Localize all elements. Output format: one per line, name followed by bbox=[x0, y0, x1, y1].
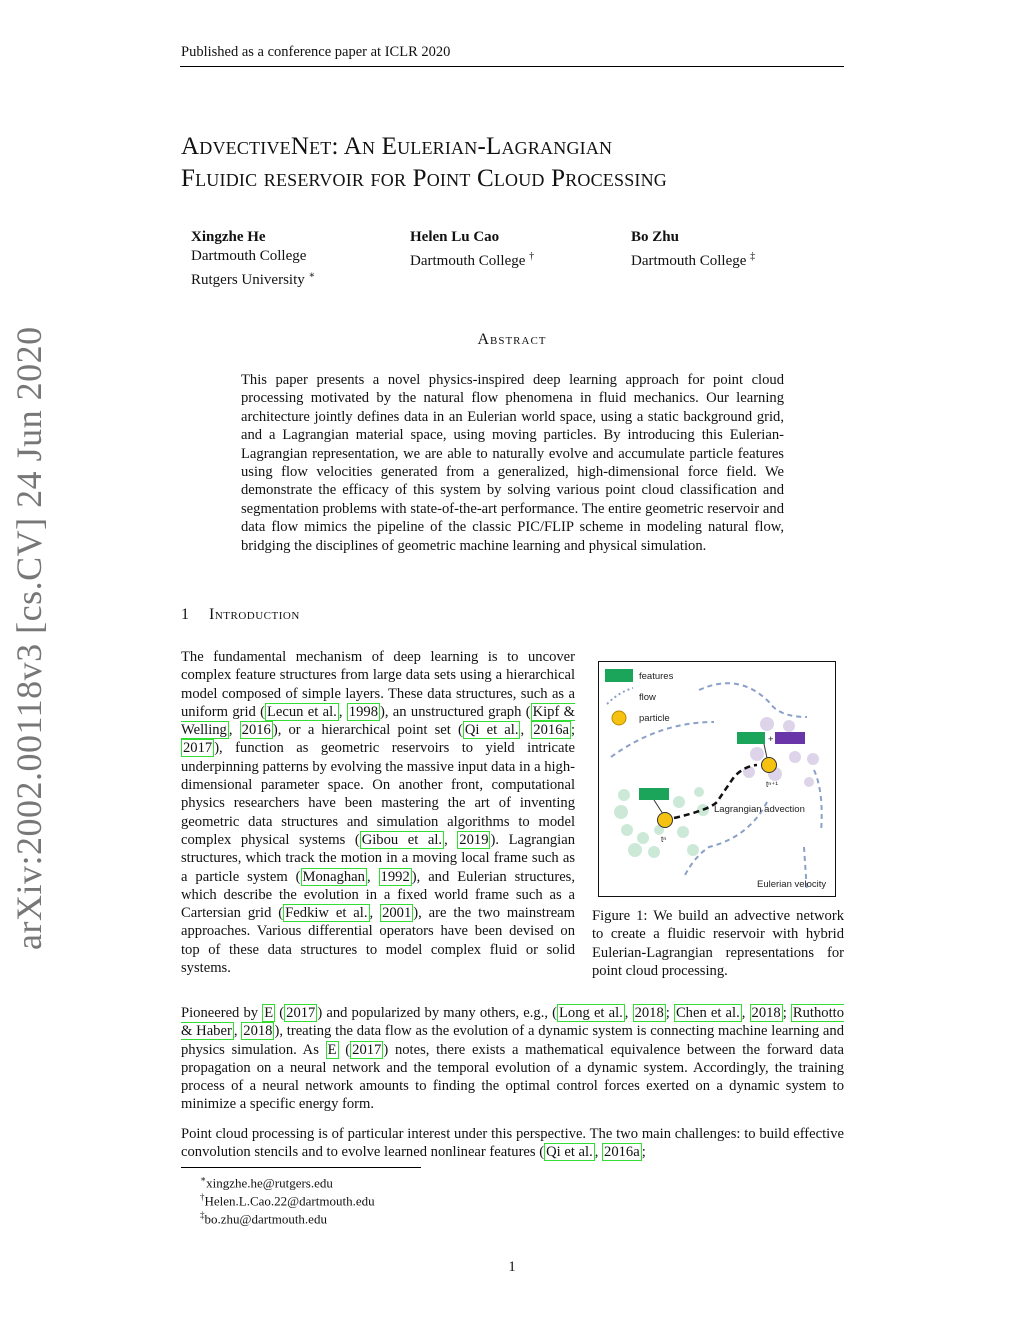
citation-link[interactable]: 2018 bbox=[751, 1005, 781, 1021]
legend-particle-label: particle bbox=[639, 713, 670, 724]
citation-link[interactable]: Ruthotto & Haber bbox=[181, 1005, 844, 1040]
citation-link[interactable]: 2018 bbox=[243, 1023, 273, 1040]
running-header: Published as a conference paper at ICLR 2020 bbox=[181, 44, 451, 60]
label-tn1: tⁿ⁺¹ bbox=[766, 780, 779, 789]
citation-link[interactable]: 2016a bbox=[604, 1144, 640, 1161]
author-mark: † bbox=[529, 251, 535, 262]
abstract-text: This paper presents a novel physics-inspired deep learning approach for point cloud processing motivated by the natural flow phenomena in fluid mechanics. Our learning architecture jointly defines data in an Eulerian world space, using a static background grid, and a Lagrangian material space, using moving particles. By introducing this Eulerian-Lagrangian representation, we are able to naturally evolve and accumulate particle features using flow velocities generated from a generalized, high-dimensional force field. We demonstrate the efficacy of this system by solving various point cloud classification and segmentation problems with state-of-the-art performance. The entire geometric reservoir and data flow mimics the pipeline of the classic PIC/FLIP scheme in modeling natural flow, bridging the disciplines of geometric machine learning and physical simulation. bbox=[241, 372, 784, 554]
citation-link[interactable]: Monaghan bbox=[302, 868, 365, 885]
footnote-mark: ‡ bbox=[200, 1210, 205, 1220]
feature-box-green-top bbox=[737, 732, 765, 744]
footnote-mark: ∗ bbox=[200, 1174, 207, 1184]
section-number: 1 bbox=[181, 606, 190, 623]
legend-features-swatch bbox=[605, 669, 633, 682]
citation-link[interactable]: Gibou et al. bbox=[361, 831, 443, 848]
footnote-mark: † bbox=[200, 1192, 205, 1202]
section-heading bbox=[181, 606, 300, 624]
author-affiliation: Rutgers University bbox=[191, 272, 305, 288]
feature-link bbox=[654, 800, 663, 814]
citation-link[interactable]: 1992 bbox=[380, 868, 410, 885]
citation-link[interactable]: 2017 bbox=[352, 1041, 382, 1058]
author-name: Xingzhe He bbox=[191, 229, 266, 245]
abstract-heading: Abstract bbox=[477, 331, 547, 348]
author-affiliation: Dartmouth College bbox=[631, 253, 747, 269]
title-line-2: Fluidic reservoir for Point Cloud Processing bbox=[181, 165, 668, 192]
author-1 bbox=[191, 228, 315, 290]
figure-1 bbox=[598, 661, 836, 897]
footnote-3 bbox=[200, 1206, 327, 1228]
author-name: Helen Lu Cao bbox=[410, 229, 500, 245]
footnote-text: xingzhe.he@rutgers.edu bbox=[206, 1175, 333, 1191]
citation-link[interactable]: Kipf & Welling bbox=[181, 703, 575, 739]
title-line-1: AdvectiveNet: An Eulerian-Lagrangian bbox=[181, 133, 613, 160]
author-3 bbox=[631, 228, 755, 271]
particle-tn1 bbox=[762, 758, 777, 773]
citation-link[interactable]: Fedkiw et al. bbox=[285, 905, 368, 922]
citation-link[interactable]: 2016 bbox=[241, 722, 271, 739]
author-name: Bo Zhu bbox=[631, 229, 679, 245]
figure-1-diagram bbox=[599, 662, 835, 896]
page-number: 1 bbox=[508, 1259, 516, 1275]
plus-sign: + bbox=[768, 734, 774, 745]
citation-link[interactable]: 2001 bbox=[382, 905, 412, 922]
text: notes, there exists a mathematical equivalence between the forward data propagation on a neural network and the temporal evolution of a dynamic system. Accordingly, the training process of a neural network amounts to finding the optimal control forces exerted on a dynamic system to minimize a specific energy form. bbox=[181, 1041, 845, 1113]
text: Pioneered by bbox=[181, 1005, 263, 1021]
citation-link[interactable]: 2018 bbox=[634, 1005, 664, 1021]
footnote-text: Helen.L.Cao.22@dartmouth.edu bbox=[204, 1193, 375, 1209]
paper-title bbox=[181, 131, 881, 195]
citation-link[interactable]: 2017 bbox=[286, 1005, 316, 1021]
author-2 bbox=[410, 228, 534, 271]
figure-caption: Figure 1: We build an advective network to create a fluidic reservoir with hybrid Eulerian-Lagrangian representations for point cloud processing. bbox=[592, 908, 844, 979]
header-rule bbox=[180, 66, 844, 67]
arxiv-stamp: arXiv:2002.00118v3 [cs.CV] 24 Jun 2020 bbox=[9, 326, 49, 950]
citation-link[interactable]: 2016a bbox=[533, 722, 569, 739]
citation-link[interactable]: 1998 bbox=[348, 703, 378, 720]
particle-cloud-upper bbox=[743, 717, 819, 787]
footnote-rule bbox=[181, 1167, 421, 1168]
author-mark: ∗ bbox=[308, 270, 316, 281]
citation-link[interactable]: E bbox=[327, 1041, 337, 1058]
feature-box-green-bottom bbox=[639, 788, 669, 800]
citation-link[interactable]: Chen et al. bbox=[675, 1005, 740, 1021]
citation-link[interactable]: Long et al. bbox=[559, 1005, 623, 1021]
citation-link[interactable]: 2019 bbox=[459, 831, 489, 848]
text: ), an unstructured graph ( bbox=[379, 703, 531, 720]
paragraph-3: Point cloud processing is of particular interest under this perspective. The two main challenges: to build effective convolution stencils and to evolve learned nonlinear features ( Qi et al. , 2016a ; bbox=[181, 1126, 844, 1161]
author-mark: ‡ bbox=[750, 251, 756, 262]
feature-link bbox=[764, 744, 767, 758]
citation-link[interactable]: E bbox=[264, 1005, 274, 1021]
particle-tn bbox=[658, 813, 673, 828]
author-affiliation: Dartmouth College bbox=[191, 248, 307, 264]
feature-box-purple bbox=[775, 732, 805, 744]
text: and popularized by many others, e.g., ( bbox=[322, 1005, 557, 1021]
text: ), treating the data flow as the evolution of a dynamic system is connecting machine learning and physics simulation. As bbox=[181, 1023, 844, 1058]
legend-flow-label: flow bbox=[639, 692, 656, 703]
label-eulerian-velocity: Eulerian velocity bbox=[757, 879, 827, 890]
legend-particle-dot bbox=[612, 711, 626, 725]
citation-link[interactable]: Lecun et al. bbox=[267, 703, 337, 720]
citation-link[interactable]: 2017 bbox=[183, 740, 213, 757]
citation-link[interactable]: Qi et al. bbox=[464, 722, 519, 739]
section-title: Introduction bbox=[209, 606, 300, 623]
citation-link[interactable]: Qi et al. bbox=[546, 1144, 593, 1161]
legend-flow-arrow bbox=[607, 688, 633, 704]
text: Point cloud processing is of particular interest under this perspective. The two main challenges: to build effective convolution stencils and to evolve learned nonlinear features ( bbox=[181, 1126, 844, 1161]
text: ). Lagrangian structures, which track the motion in a moving local frame such as a particle system ( bbox=[181, 831, 576, 885]
label-tn: tⁿ bbox=[661, 835, 667, 844]
footnote-text: bo.zhu@dartmouth.edu bbox=[204, 1211, 327, 1227]
label-lagrangian-advection: Lagrangian advection bbox=[714, 804, 805, 815]
text: The fundamental mechanism of deep learning is to uncover complex feature structures from large data sets using a hierarchical model composed of simple layers. These data structures, such as a uniform grid ( bbox=[181, 649, 575, 720]
author-affiliation: Dartmouth College bbox=[410, 253, 526, 269]
text: ), or a hierarchical point set ( bbox=[272, 722, 463, 739]
text: ), function as geometric reservoirs to yield intricate underpinning patterns by evolving the massive input data in a high-dimensional parameter space. On another front, computational physics researchers have been mastering the art of inventing geometric data structures and simulation algorithms to model complex physical systems ( bbox=[181, 740, 575, 848]
intro-paragraph: The fundamental mechanism of deep learning is to uncover complex feature structures from large data sets using a hierarchical model composed of simple layers. These data structures, such as a uniform grid ( Lecun et al. , 1998 ), an unstructured graph ( Kipf & Welling , 2016 ), or a hierarchical point set ( Qi et al. , 2016a ; 2017 ), function as geometric reservoirs to yield intricate underpinning patterns by evolving the massive input data in a high-dimensional parameter space. On another front, computational physics researchers have been mastering the art of inventing geometric data structures and simulation algorithms to model complex physical systems ( Gibou et al. , 2019 ). Lagrangian structures, which track the motion in a moving local frame such as a particle system ( Monaghan , 1992 ), and Eulerian structures, which describe the evolution in a fixed world frame such as a Cartersian grid ( Fedkiw et al. , 2001 ), are the two mainstream approaches. Various differential operators have been devised on top of these data structures to model complex fluid or solid systems. bbox=[181, 649, 576, 977]
text: ), are the two mainstream approaches. Various differential operators have been devised on top of these data structures to model complex fluid or solid systems. bbox=[181, 905, 576, 977]
text: ), and Eulerian structures, which describe the evolution in a fixed world frame such as a Cartersian grid ( bbox=[181, 868, 576, 922]
legend-features-label: features bbox=[639, 671, 674, 682]
paragraph-2: Pioneered by E ( 2017 ) and popularized by many others, e.g., ( Long et al. , 2018 ; Chen et al. , 2018 ; Ruthotto & Haber , 2018 ), treating the data flow as the evolution of a dynamic system is connecting machine learning and physics simulation. As E ( 2017 ) notes, there exists a mathematical equivalence between the forward data propagation on a neural network and the temporal evolution of a dynamic system. Accordingly, the training process of a neural network amounts to finding the optimal control forces exerted on a dynamic system to minimize a specific energy form. bbox=[181, 1005, 845, 1113]
